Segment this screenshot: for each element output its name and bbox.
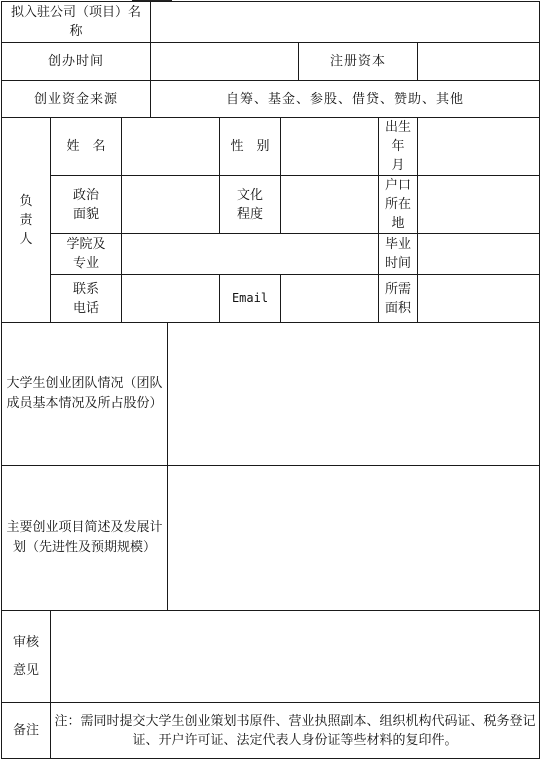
hukou-field[interactable]	[418, 176, 540, 234]
area-label: 所需 面积	[379, 275, 418, 323]
team-field[interactable]	[168, 323, 540, 466]
area-field[interactable]	[418, 275, 540, 323]
education-field[interactable]	[281, 176, 379, 234]
project-name-label: 拟入驻公司（项目）名称	[2, 2, 151, 43]
birth-label: 出生年 月	[379, 118, 418, 176]
political-label: 政治 面貌	[51, 176, 122, 234]
political-field[interactable]	[122, 176, 220, 234]
education-label: 文化 程度	[220, 176, 281, 234]
review-label: 审核 意见	[2, 611, 51, 703]
name-label: 姓 名	[51, 118, 122, 176]
phone-label: 联系 电话	[51, 275, 122, 323]
phone-field[interactable]	[122, 275, 220, 323]
leader-group-label: 负 责 人	[2, 118, 51, 323]
row-political-education-hukou	[2, 176, 540, 234]
name-field[interactable]	[122, 118, 220, 176]
registered-capital-label: 注册资本	[299, 43, 418, 81]
row-project-name	[2, 2, 540, 43]
row-phone-email-area	[2, 275, 540, 323]
review-field[interactable]	[51, 611, 540, 703]
graduation-label: 毕业 时间	[379, 234, 418, 275]
project-plan-label: 主要创业项目简述及发展计划（先进性及预期规模）	[2, 466, 168, 611]
remarks-label: 备注	[2, 703, 51, 759]
funding-source-label: 创业资金来源	[2, 81, 151, 118]
college-field[interactable]	[122, 234, 379, 275]
registered-capital-field[interactable]	[418, 43, 540, 81]
row-name-gender-birth	[2, 118, 540, 176]
birth-field[interactable]	[418, 118, 540, 176]
row-time-capital	[2, 43, 540, 81]
row-review	[2, 611, 540, 703]
email-field[interactable]	[281, 275, 379, 323]
graduation-field[interactable]	[418, 234, 540, 275]
college-label: 学院及 专业	[51, 234, 122, 275]
application-form-table	[1, 1, 540, 759]
project-plan-field[interactable]	[168, 466, 540, 611]
email-label: Email	[220, 275, 281, 323]
team-label: 大学生创业团队情况（团队成员基本情况及所占股份）	[2, 323, 168, 466]
gender-field[interactable]	[281, 118, 379, 176]
row-funding-source	[2, 81, 540, 118]
row-remarks	[2, 703, 540, 759]
founding-time-field[interactable]	[151, 43, 299, 81]
row-project-plan	[2, 466, 540, 611]
remarks-text: 注：需同时提交大学生创业策划书原件、营业执照副本、组织机构代码证、税务登记证、开户许可证、法定代表人身份证等些材料的复印件。	[51, 703, 540, 759]
founding-time-label: 创办时间	[2, 43, 151, 81]
project-name-field[interactable]	[151, 2, 540, 43]
row-college-graduation	[2, 234, 540, 275]
row-team	[2, 323, 540, 466]
funding-source-options: 自筹、基金、参股、借贷、赞助、其他	[151, 81, 540, 118]
hukou-label: 户口 所在地	[379, 176, 418, 234]
gender-label: 性 别	[220, 118, 281, 176]
